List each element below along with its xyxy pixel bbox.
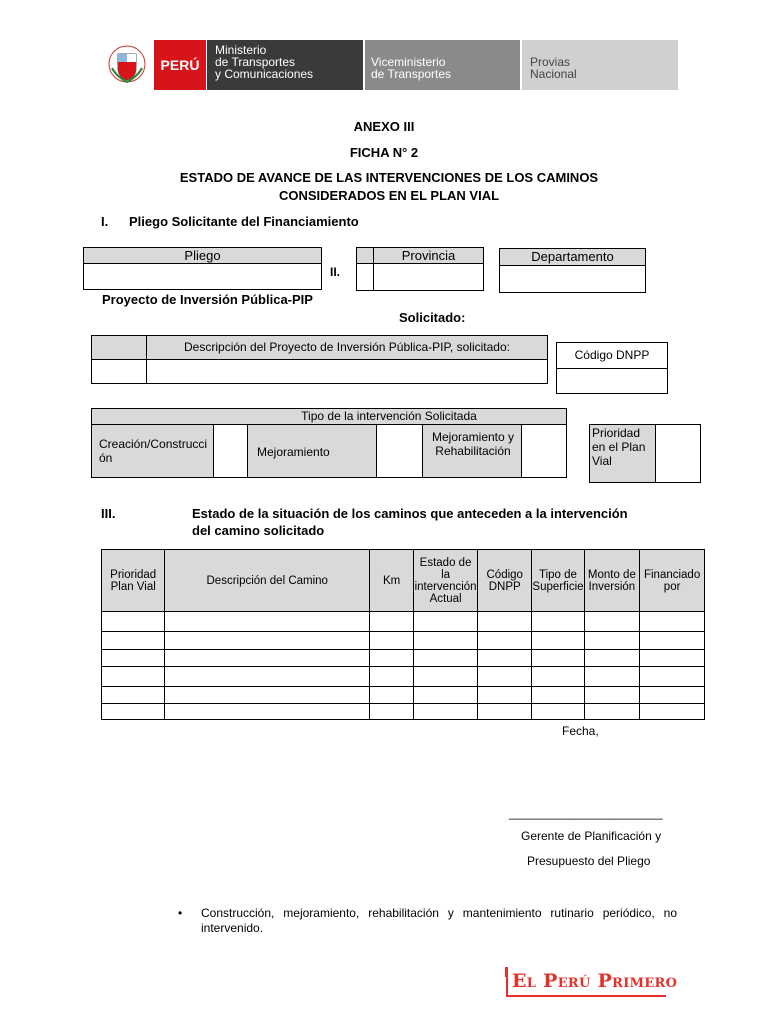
table-cell[interactable]: [532, 612, 584, 632]
ministry-line2: de Transportes: [215, 55, 296, 69]
footer-slogan-tick: [505, 967, 507, 977]
signature-title2: Presupuesto del Pliego: [527, 854, 651, 868]
table-cell[interactable]: [414, 687, 478, 704]
ficha-title: FICHA N° 2: [349, 145, 419, 160]
table-cell[interactable]: [414, 632, 478, 650]
table-cell[interactable]: [414, 612, 478, 632]
tipo-intervencion-label: Tipo de la intervención Solicitada: [301, 409, 477, 423]
table-cell[interactable]: [165, 667, 370, 687]
table-row: [102, 687, 705, 704]
table-row: [102, 650, 705, 667]
table-cell[interactable]: [532, 687, 584, 704]
pliego-field[interactable]: [83, 263, 322, 290]
section3-number: III.: [101, 506, 116, 521]
ministry-logo: [207, 40, 363, 90]
table-cell[interactable]: [640, 687, 705, 704]
table-cell[interactable]: [532, 704, 584, 720]
col-prioridad: Prioridad Plan Vial: [102, 550, 165, 612]
signature-line: _______________________: [509, 806, 663, 820]
prioridad-label: Prioridad en el Plan Vial: [592, 426, 646, 468]
table-cell[interactable]: [370, 667, 414, 687]
provincia-header: Provincia: [373, 247, 484, 264]
col-financiado: Financiado por: [640, 550, 705, 612]
viceministry-logo: [365, 40, 520, 90]
creacion-label: Creación/Construcción: [99, 437, 208, 465]
col-km: Km: [370, 550, 414, 612]
mejoramiento-check[interactable]: [376, 424, 423, 478]
table-cell[interactable]: [165, 632, 370, 650]
table-cell[interactable]: [478, 704, 532, 720]
table-cell[interactable]: [584, 650, 640, 667]
pliego-header: Pliego: [83, 247, 322, 264]
table-cell[interactable]: [370, 632, 414, 650]
codigo-dnpp-field[interactable]: [556, 368, 668, 394]
col-tipo: Tipo de Superficie: [532, 550, 584, 612]
table-cell[interactable]: [414, 667, 478, 687]
doc-title-line2: CONSIDERADOS EN EL PLAN VIAL: [278, 188, 500, 203]
creacion-label-cell: [91, 424, 214, 478]
table-cell[interactable]: [478, 632, 532, 650]
table-cell[interactable]: [478, 650, 532, 667]
section3-title-line1: Estado de la situación de los caminos que anteceden a la intervención: [192, 506, 628, 521]
table-cell[interactable]: [532, 667, 584, 687]
creacion-check[interactable]: [213, 424, 248, 478]
col-descripcion: Descripción del Camino: [165, 550, 370, 612]
col-estado: Estado de la intervención Actual: [414, 550, 478, 612]
mejor-rehab-check[interactable]: [521, 424, 567, 478]
table-cell[interactable]: [640, 667, 705, 687]
ministry-line1: Ministerio: [215, 43, 267, 57]
table-cell[interactable]: [640, 704, 705, 720]
table-cell[interactable]: [102, 612, 165, 632]
section1-title: Pliego Solicitante del Financiamiento: [129, 214, 359, 229]
table-cell[interactable]: [640, 650, 705, 667]
table-row: [102, 612, 705, 632]
departamento-field[interactable]: [499, 265, 646, 293]
bullet-text-line1: Construcción, mejoramiento, rehabilitación y mantenimiento rutinario periódico, no: [201, 906, 677, 920]
table-cell[interactable]: [478, 687, 532, 704]
table-cell[interactable]: [640, 632, 705, 650]
mejoramiento-label-cell: [247, 424, 377, 478]
table-cell[interactable]: [532, 632, 584, 650]
table-cell[interactable]: [102, 704, 165, 720]
table-cell[interactable]: [165, 612, 370, 632]
ministry-line3: y Comunicaciones: [215, 67, 314, 81]
table-cell[interactable]: [414, 650, 478, 667]
peru-logo: PERÚ: [154, 40, 206, 90]
footer-slogan: El Perú Primero: [512, 970, 678, 992]
table-cell[interactable]: [584, 687, 640, 704]
table-cell[interactable]: [102, 687, 165, 704]
table-cell[interactable]: [370, 650, 414, 667]
section3-title-line2: del camino solicitado: [192, 523, 325, 538]
pip-description-header: Descripción del Proyecto de Inversión Pública-PIP, solicitado:: [146, 335, 548, 360]
bullet-icon: •: [178, 906, 183, 920]
caminos-table: [101, 549, 705, 720]
prioridad-label-cell: [589, 424, 656, 483]
pip-description-field[interactable]: [146, 359, 548, 384]
provias-line2: Nacional: [530, 67, 577, 81]
table-cell[interactable]: [414, 704, 478, 720]
table-cell[interactable]: [165, 704, 370, 720]
table-cell[interactable]: [478, 612, 532, 632]
table-cell[interactable]: [478, 667, 532, 687]
table-cell[interactable]: [584, 632, 640, 650]
table-cell[interactable]: [640, 612, 705, 632]
mejor-rehab-label-cell: [422, 424, 522, 478]
pip-index-header: [91, 335, 147, 360]
departamento-header: Departamento: [499, 248, 646, 266]
mejor-rehab-label: Mejoramiento y Rehabilitación: [431, 430, 515, 458]
table-cell[interactable]: [370, 687, 414, 704]
table-cell[interactable]: [584, 667, 640, 687]
table-row: [102, 704, 705, 720]
bullet-text-line2: intervenido.: [201, 921, 264, 935]
table-cell[interactable]: [165, 650, 370, 667]
table-cell[interactable]: [584, 704, 640, 720]
signature-title1: Gerente de Planificación y: [521, 829, 662, 843]
col-monto: Monto de Inversión: [584, 550, 640, 612]
caminos-header-row: [102, 550, 705, 612]
annex-title: ANEXO III: [353, 119, 415, 134]
table-cell[interactable]: [102, 632, 165, 650]
table-cell[interactable]: [165, 687, 370, 704]
table-cell[interactable]: [370, 704, 414, 720]
section1-number: I.: [101, 214, 109, 229]
vice-line1: Viceministerio: [371, 55, 446, 69]
pip-index-field[interactable]: [91, 359, 147, 384]
provincia-spacer-field: [356, 263, 374, 291]
prioridad-field[interactable]: [655, 424, 701, 483]
codigo-dnpp-header: Código DNPP: [556, 342, 668, 369]
section2-number: II.: [330, 265, 341, 279]
provias-logo: [522, 40, 678, 90]
table-cell[interactable]: [370, 612, 414, 632]
section2-title-a: Proyecto de Inversión Pública-PIP: [102, 292, 313, 307]
col-codigo: Código DNPP: [478, 550, 532, 612]
vice-line2: de Transportes: [371, 67, 452, 81]
fecha-label: Fecha,: [562, 724, 599, 738]
tipo-intervencion-header: [91, 408, 567, 425]
section2-title-b: Solicitado:: [399, 310, 466, 325]
provias-line1: Provias: [530, 55, 571, 69]
provincia-spacer: [356, 247, 374, 264]
mejoramiento-label: Mejoramiento: [257, 445, 330, 459]
provincia-field[interactable]: [373, 263, 484, 291]
table-cell[interactable]: [102, 650, 165, 667]
doc-title-line1: ESTADO DE AVANCE DE LAS INTERVENCIONES DE LOS CAMINOS: [179, 170, 599, 185]
table-cell[interactable]: [584, 612, 640, 632]
coat-of-arms-icon: [104, 40, 150, 90]
table-row: [102, 667, 705, 687]
table-cell[interactable]: [532, 650, 584, 667]
table-row: [102, 632, 705, 650]
table-cell[interactable]: [102, 667, 165, 687]
